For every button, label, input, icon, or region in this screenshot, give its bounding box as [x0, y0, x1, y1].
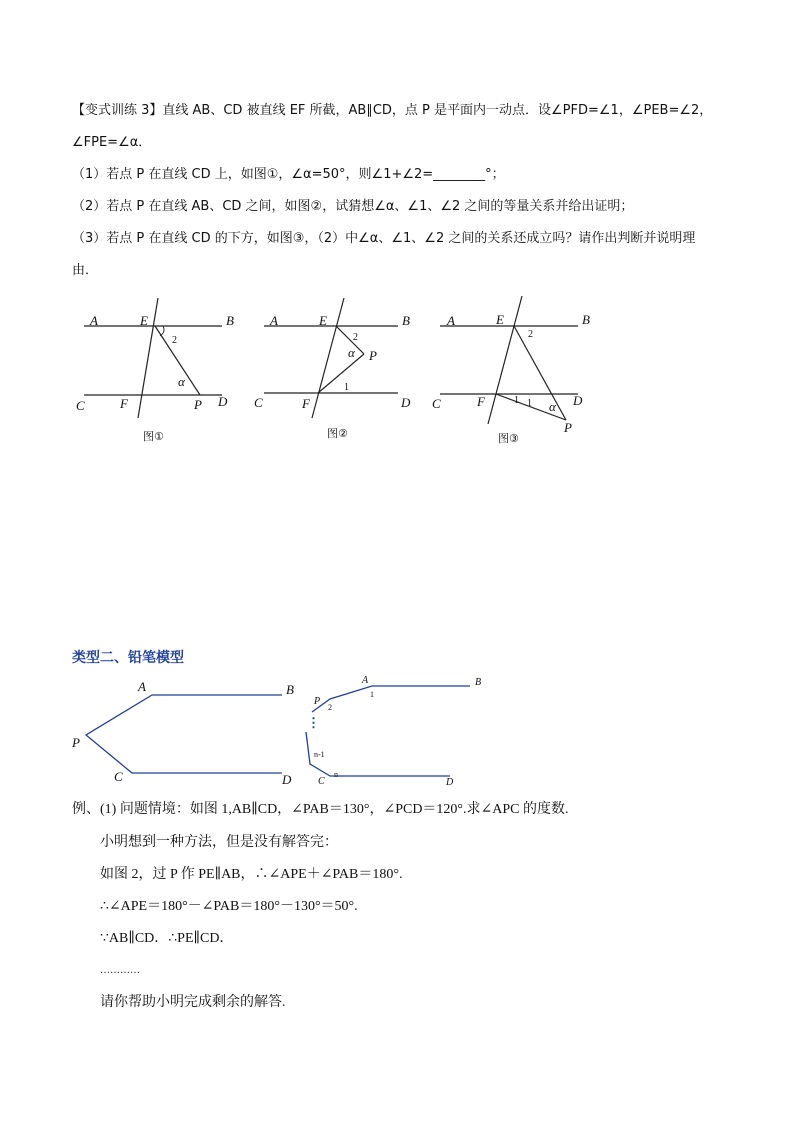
caption-fig3: 图③ — [498, 432, 519, 445]
figure-2 — [254, 298, 411, 440]
label-2: 2 — [172, 335, 177, 346]
label-b: B — [286, 682, 294, 697]
label-c: C — [254, 395, 263, 410]
label-1-a: 1 — [514, 395, 519, 406]
label-n-1: n-1 — [314, 750, 325, 759]
label-e: E — [319, 313, 327, 328]
label-d: D — [573, 393, 583, 408]
label-d: D — [218, 394, 228, 409]
label-p: P — [369, 348, 377, 363]
example-step-6: 请你帮助小明完成剩余的解答. — [100, 995, 286, 1010]
label-b: B — [475, 677, 482, 688]
label-e: E — [140, 313, 148, 328]
example-step-3: ∴∠APE＝180°－∠PAB＝180°－130°＝50°. — [100, 899, 358, 914]
pencil-figure-1 — [71, 679, 294, 787]
example-intro: 例、(1) 问题情境：如图 1,AB∥CD，∠PAB＝130°，∠PCD＝120°.求∠APC 的度数. — [72, 802, 569, 817]
label-p: P — [194, 397, 202, 412]
example-step-4: ∵AB∥CD．∴PE∥CD． — [100, 931, 234, 946]
example-ellipsis: ………… — [100, 965, 140, 976]
label-n: n — [334, 770, 338, 779]
label-d: D — [282, 772, 292, 787]
dots: ⋮ — [307, 715, 320, 730]
caption-fig1: 图① — [143, 430, 164, 443]
figure-3 — [432, 296, 590, 445]
figures-row — [0, 290, 794, 450]
lower-chain — [306, 732, 450, 776]
segment-fp — [318, 354, 364, 393]
label-b: B — [582, 312, 590, 327]
upper-chain — [312, 686, 470, 712]
label-alpha: α — [348, 345, 355, 360]
pencil-figures — [0, 672, 794, 792]
label-c: C — [318, 776, 325, 787]
label-c: C — [432, 396, 441, 411]
pencil-lines — [86, 695, 282, 773]
example-step-2: 如图 2，过 P 作 PE∥AB，∴∠APE＋∠PAB＝180°. — [100, 867, 403, 882]
label-a: A — [270, 313, 278, 328]
label-c: C — [114, 769, 123, 784]
label-2: 2 — [353, 332, 358, 343]
label-a: A — [90, 313, 98, 328]
caption-fig2: 图② — [327, 427, 348, 440]
label-alpha: α — [178, 374, 185, 389]
label-f: F — [477, 394, 485, 409]
label-a: A — [362, 675, 369, 686]
label-2: 2 — [528, 329, 533, 340]
label-c: C — [76, 398, 85, 413]
label-e: E — [496, 312, 504, 327]
segment-ep — [514, 326, 566, 420]
label-f: F — [120, 396, 128, 411]
label-d: D — [401, 395, 411, 410]
label-p: P — [72, 735, 80, 750]
label-1: 1 — [344, 382, 349, 393]
label-b: B — [226, 313, 234, 328]
label-b: B — [402, 313, 410, 328]
label-f: F — [302, 396, 310, 411]
section-title: 类型二、铅笔模型 — [72, 650, 184, 666]
label-1: 1 — [370, 690, 374, 699]
problem-line-2: ∠FPE=∠α． — [72, 135, 152, 150]
label-p: P — [314, 696, 321, 707]
line-ef — [312, 298, 344, 418]
pencil-figure-2 — [306, 675, 481, 788]
label-p: P — [564, 420, 572, 435]
label-alpha: α — [549, 399, 556, 414]
label-a: A — [447, 313, 455, 328]
label-2: 2 — [328, 703, 332, 712]
question-1: （1）若点 P 在直线 CD 上，如图①，∠α=50°，则∠1+∠2=________°； — [72, 167, 505, 182]
problem-line-1: 【变式训练 3】直线 AB、CD 被直线 EF 所截，AB∥CD，点 P 是平面内一动点．设∠PFD=∠1，∠PEB=∠2， — [72, 103, 713, 118]
question-3-cont: 由． — [72, 263, 99, 278]
example-step-1: 小明想到一种方法，但是没有解答完： — [100, 835, 338, 850]
figure-1 — [76, 298, 234, 443]
question-3: （3）若点 P 在直线 CD 的下方，如图③，（2）中∠α、∠1、∠2 之间的关系还成立吗？请作出判断并说明理 — [72, 231, 696, 246]
label-1-b: 1 — [527, 398, 532, 409]
label-a: A — [138, 679, 146, 694]
question-2: （2）若点 P 在直线 AB、CD 之间，如图②，试猜想∠α、∠1、∠2 之间的等量关系并给出证明； — [72, 199, 634, 214]
label-d: D — [446, 777, 454, 788]
